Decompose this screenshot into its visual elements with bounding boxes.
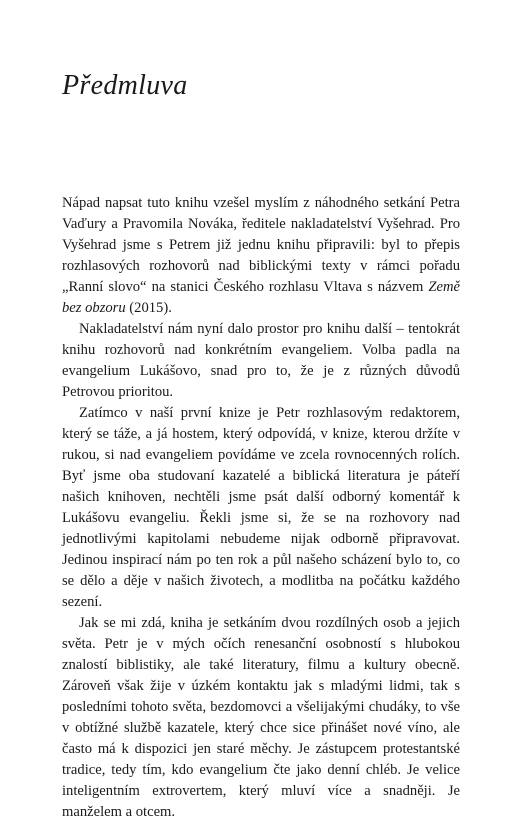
italic-title-text: Země bez obzoru: [62, 279, 460, 316]
paragraph: [62, 193, 460, 319]
paragraph-text: (2015).: [125, 300, 172, 316]
paragraph-text: Jak se mi zdá, kniha je setkáním dvou rozdílných osob a jejich světa. Petr je v mých očích renesanční osobností s hlubokou znalostí biblistiky, ale také literatury, filmu a kultury obecně. Zároveň však žije v úzkém kontaktu jak s mladými lidmi, tak s posledními tohoto světa, bezdomovci a všelijakými chudáky, to vše v obtížné službě kazatele, který chce sice přinášet nové víno, ale často má k dispozici jen staré měchy. Je zástupcem protestantské tradice, tedy tím, kdo evangelium čte jako denní chléb. Je velice inteligentním extrovertem, který mluví více a snadněji. Je manželem a otcem.: [62, 615, 460, 820]
body-text: [62, 193, 460, 823]
paragraph-text: Nakladatelství nám nyní dalo prostor pro knihu další – tentokrát knihu rozhovorů nad konkrétním evangeliem. Volba padla na evangelium Lukášovo, snad pro to, že je z různých důvodů Petrovou prioritou.: [62, 321, 460, 400]
paragraph: [62, 403, 460, 613]
paragraph: [62, 319, 460, 403]
paragraph: [62, 613, 460, 823]
paragraph-text: Nápad napsat tuto knihu vzešel myslím z náhodného setkání Petra Vaďury a Pravomila Nováka, ředitele nakladatelství Vyšehrad. Pro Vyšehrad jsme s Petrem již jednu knihu připravili: byl to přepis rozhlasových rozhovorů nad biblickými texty v rámci pořadu „Ranní slovo“ na stanici Českého rozhlasu Vltava s názvem: [62, 195, 460, 295]
chapter-title: Předmluva: [62, 70, 188, 101]
paragraph-text: Zatímco v naší první knize je Petr rozhlasovým redaktorem, který se táže, a já hostem, který odpovídá, v knize, kterou držíte v rukou, si nad evangeliem povídáme ve zcela rovnocenných rolích. Byť jsme oba studovaní kazatelé a biblická literatura je páteří našich knihoven, nechtěli jsme psát další odborný komentář k Lukášovu evangeliu. Řekli jsme si, že se na rozhovory nad jednotlivými kapitolami nebudeme nijak odborně připravovat. Jedinou inspirací nám po ten rok a půl našeho scházení bylo to, co se dělo a děje v našich životech, a modlitba na počátku každého sezení.: [62, 405, 460, 610]
